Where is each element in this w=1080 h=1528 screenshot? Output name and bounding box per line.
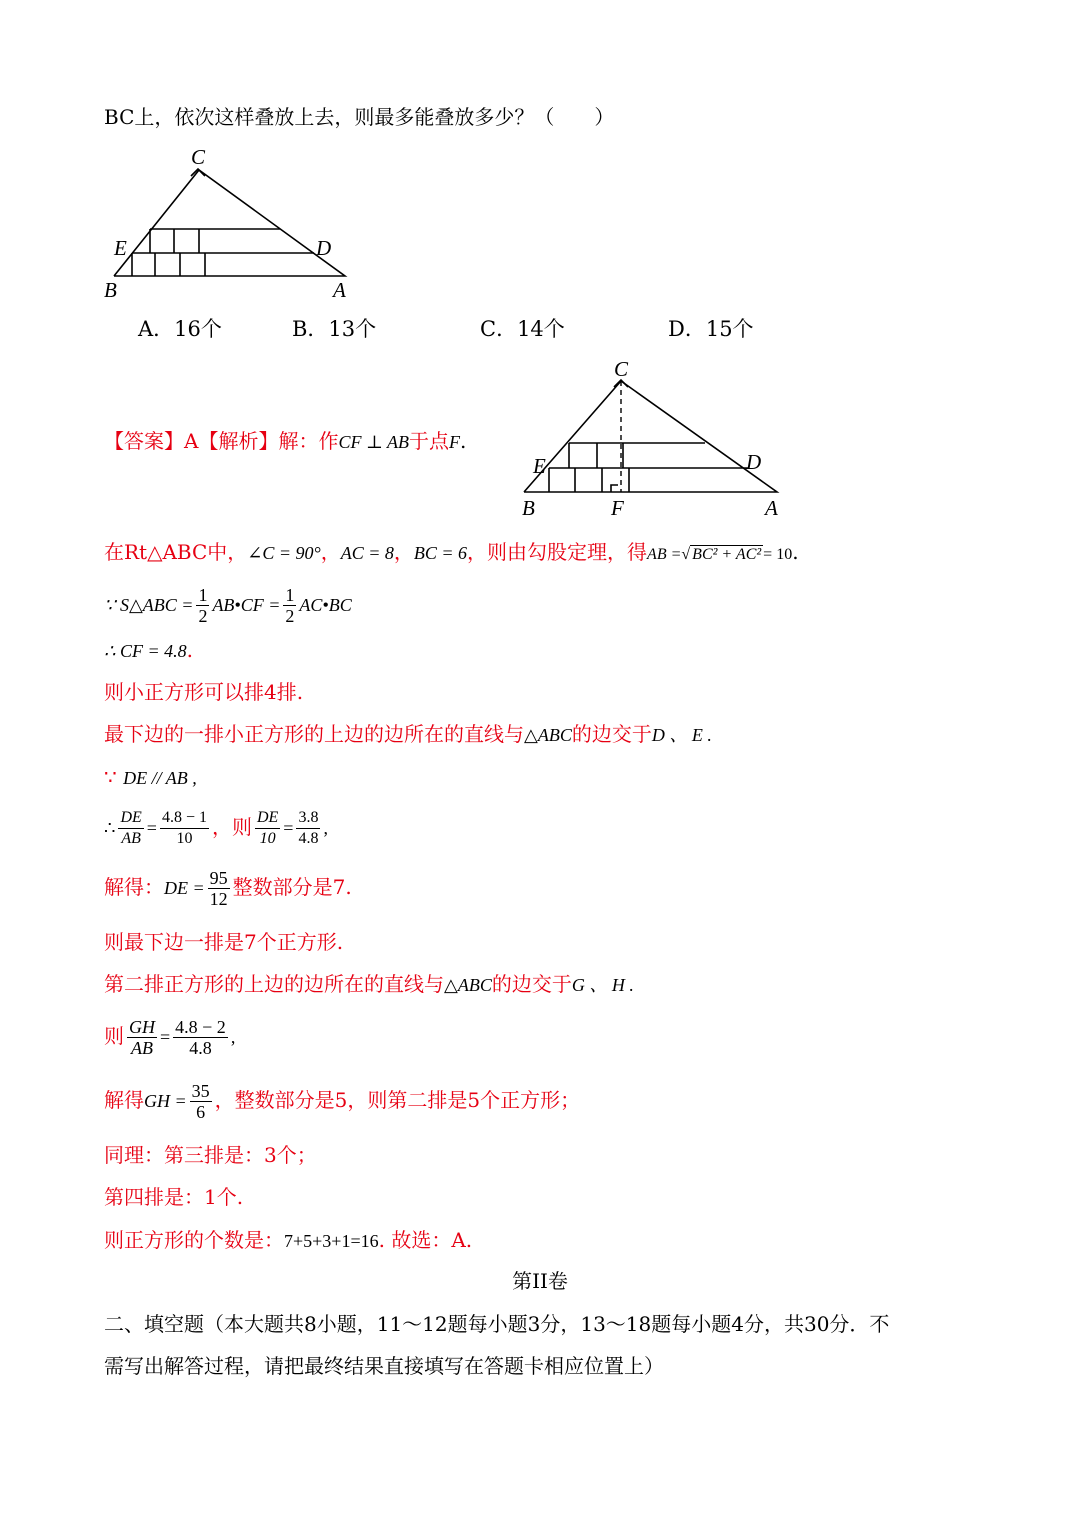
option-b: B．13个 [292,317,377,341]
label-e: E [114,236,127,260]
solution-line-12: 解得GH = $\frac{35}{6}$ ，整数部分是5，则第二排是5个正方形； [104,1081,581,1122]
solution-line-15: 则正方形的个数是：7+5+3+1=16. 故选：A. [104,1228,473,1252]
solution-line-14: 第四排是：1个. [104,1185,244,1209]
label-e2: E [533,454,546,478]
figure-triangle-solution [515,355,795,525]
label-f2: F [611,496,624,520]
solution-line-5: 最下边的一排小正方形的上边的边所在的直线与△ABC的边交于D 、 E . [104,722,712,746]
label-b2: B [522,496,535,520]
solution-line-13: 同理：第三排是：3个； [104,1143,317,1167]
figure-triangle-question [100,145,360,305]
section-title: 第II卷 [512,1269,568,1293]
label-c: C [191,145,206,169]
label-d: D [316,236,332,260]
option-a: A．16个 [138,317,222,341]
solution-line-4: 则小正方形可以排4排. [104,680,304,704]
question-stem-tail: BC上，依次这样叠放上去，则最多能叠放多少？（ ） [104,105,615,129]
option-d: D．15个 [668,317,754,341]
section-heading-line-1: 二、填空题（本大题共8小题，11～12题每小题3分，13～18题每小题4分，共30分．不 [104,1312,890,1336]
solution-line-7: ∴ $\frac{DE}{AB}$ = $\frac{4.8 - 1}{10}$ ，则 $\frac{DE}{10}$ = $\frac{3.8}{4.8}$ , [104,809,328,847]
label-d2: D [746,450,762,474]
label-b: B [104,278,117,302]
solution-line-3: ∴ CF = 4.8. [104,638,193,662]
solution-line-10: 第二排正方形的上边的边所在的直线与△ABC的边交于G 、 H . [104,972,634,996]
label-c2: C [614,357,629,381]
solution-line-2: ∵ S△ABC = $\frac{1}{2}$ AB•CF = $\frac{1}{2}$ AC•BC [104,585,352,626]
option-c: C．14个 [480,317,565,341]
triangle-outline [114,170,345,276]
solution-line-8: 解得：DE = $\frac{95}{12}$ 整数部分是7. [104,868,352,909]
section-heading-line-2: 需写出解答过程，请把最终结果直接填写在答题卡相应位置上） [104,1354,664,1378]
label-a: A [333,278,346,302]
solution-line-11: 则 $\frac{GH}{AB}$ = $\frac{4.8 - 2}{4.8}$ , [104,1017,236,1058]
label-a2: A [765,496,778,520]
solution-line-1: 在Rt△ABC中，∠C = 90°，AC = 8，BC = 6，则由勾股定理，得AB =√ BC² + AC² = 10. [104,540,799,564]
solution-line-9: 则最下边一排是7个正方形. [104,930,344,954]
solution-line-6: ∵ DE // AB , [104,765,197,789]
answer-line: 【答案】A【解析】解：作CF ⊥ AB于点F. [104,429,467,453]
